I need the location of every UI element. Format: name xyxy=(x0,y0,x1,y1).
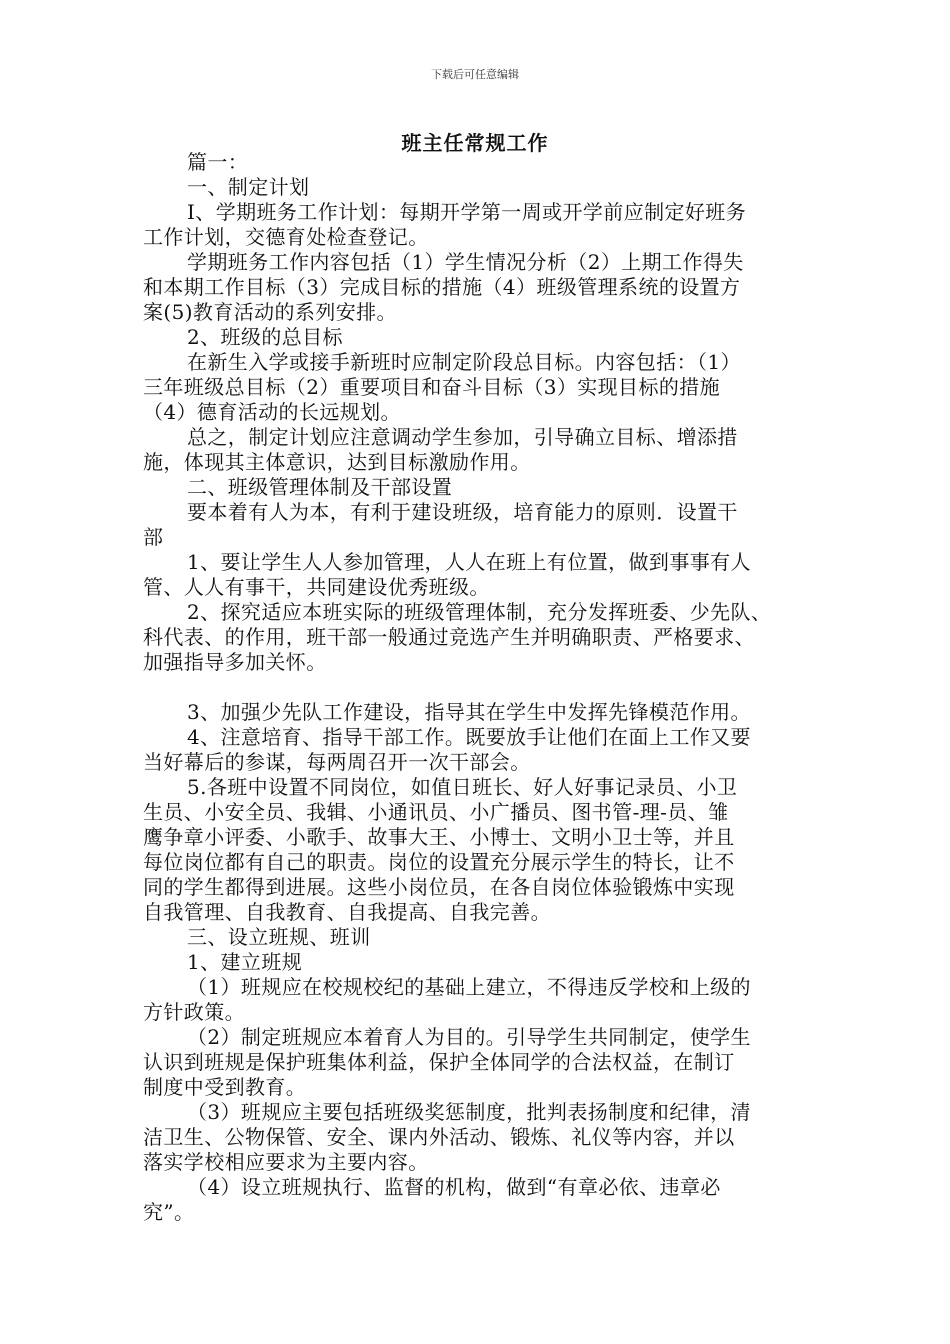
text-line: 落实学校相应要求为主要内容。 xyxy=(143,1150,429,1174)
text-line: I、学期班务工作计划：每期开学第一周或开学前应制定好班务 xyxy=(187,200,747,224)
text-line: （4）设立班规执行、监督的机构，做到“有章必依、违章必 xyxy=(187,1175,721,1199)
text-line: 一、制定计划 xyxy=(187,175,310,199)
text-line: 加强指导多加关怀。 xyxy=(143,650,327,674)
text-line: 工作计划，交德育处检查登记。 xyxy=(143,225,429,249)
text-line: 和本期工作目标（3）完成目标的措施（4）班级管理系统的设置方 xyxy=(143,275,741,299)
text-line: 要本着有人为本，有利于建设班级，培育能力的原则．设置干 xyxy=(187,500,738,524)
text-line: 2、班级的总目标 xyxy=(187,325,343,349)
text-line: 案(5)教育活动的系列安排。 xyxy=(143,300,397,324)
text-line: 每位岗位都有自己的职责。岗位的设置充分展示学生的特长，让不 xyxy=(143,850,735,874)
text-line: 5.各班中设置不同岗位，如值日班长、好人好事记录员、小卫 xyxy=(187,775,738,799)
text-line: 4、注意培育、指导干部工作。既要放手让他们在面上工作又要 xyxy=(187,725,751,749)
text-line: 3、加强少先队工作建设，指导其在学生中发挥先锋模范作用。 xyxy=(187,700,751,724)
text-line: 总之，制定计划应注意调动学生参加，引导确立目标、增添措 xyxy=(187,425,738,449)
document-body xyxy=(143,150,811,1225)
text-line: 1、要让学生人人参加管理，人人在班上有位置，做到事事有人 xyxy=(187,550,751,574)
text-line: 自我管理、自我教育、自我提高、自我完善。 xyxy=(143,900,551,924)
text-line: 管、人人有事干，共同建设优秀班级。 xyxy=(143,575,490,599)
text-line: 科代表、的作用，班干部一般通过竞选产生并明确职责、严格要求、 xyxy=(143,625,755,649)
text-line: 部 xyxy=(143,525,164,549)
text-line: 同的学生都得到进展。这些小岗位员，在各自岗位体验锻炼中实现 xyxy=(143,875,735,899)
text-line: （1）班规应在校规校纪的基础上建立，不得违反学校和上级的 xyxy=(187,975,751,999)
text-line: 在新生入学或接手新班时应制定阶段总目标。内容包括：（1） xyxy=(187,350,741,374)
text-line: （3）班规应主要包括班级奖惩制度，批判表扬制度和纪律，清 xyxy=(187,1100,751,1124)
text-line: 当好幕后的参谋，每两周召开一次干部会。 xyxy=(143,750,531,774)
text-line: 篇一： xyxy=(187,150,249,174)
text-line: 制度中受到教育。 xyxy=(143,1075,307,1099)
text-line: 施，体现其主体意识，达到目标激励作用。 xyxy=(143,450,531,474)
text-line: 学期班务工作内容包括（1）学生情况分析（2）上期工作得失 xyxy=(187,250,744,274)
text-line: 二、班级管理体制及干部设置 xyxy=(187,475,453,499)
text-line: （2）制定班规应本着育人为目的。引导学生共同制定，使学生 xyxy=(187,1025,751,1049)
text-line: 三、设立班规、班训 xyxy=(187,925,371,949)
text-line: 认识到班规是保护班集体利益，保护全体同学的合法权益，在制订 xyxy=(143,1050,735,1074)
text-line: 方针政策。 xyxy=(143,1000,245,1024)
blank-line xyxy=(143,675,811,700)
text-line: 洁卫生、公物保管、安全、课内外活动、锻炼、礼仪等内容，并以 xyxy=(143,1125,735,1149)
text-line: 究”。 xyxy=(143,1200,195,1224)
text-line: 1、建立班规 xyxy=(187,950,303,974)
header-note: 下载后可任意编辑 xyxy=(431,68,519,81)
text-line: 三年班级总目标（2）重要项目和奋斗目标（3）实现目标的措施 xyxy=(143,375,721,399)
text-line: 生员、小安全员、我辑、小通讯员、小广播员、图书管-理-员、雏 xyxy=(143,800,729,824)
text-line: 鹰争章小评委、小歌手、故事大王、小博士、文明小卫士等，并且 xyxy=(143,825,735,849)
text-line: （4）德育活动的长远规划。 xyxy=(143,400,401,424)
text-line: 2、探究适应本班实际的班级管理体制，充分发挥班委、少先队、 xyxy=(187,600,772,624)
document-title: 班主任常规工作 xyxy=(401,131,549,155)
